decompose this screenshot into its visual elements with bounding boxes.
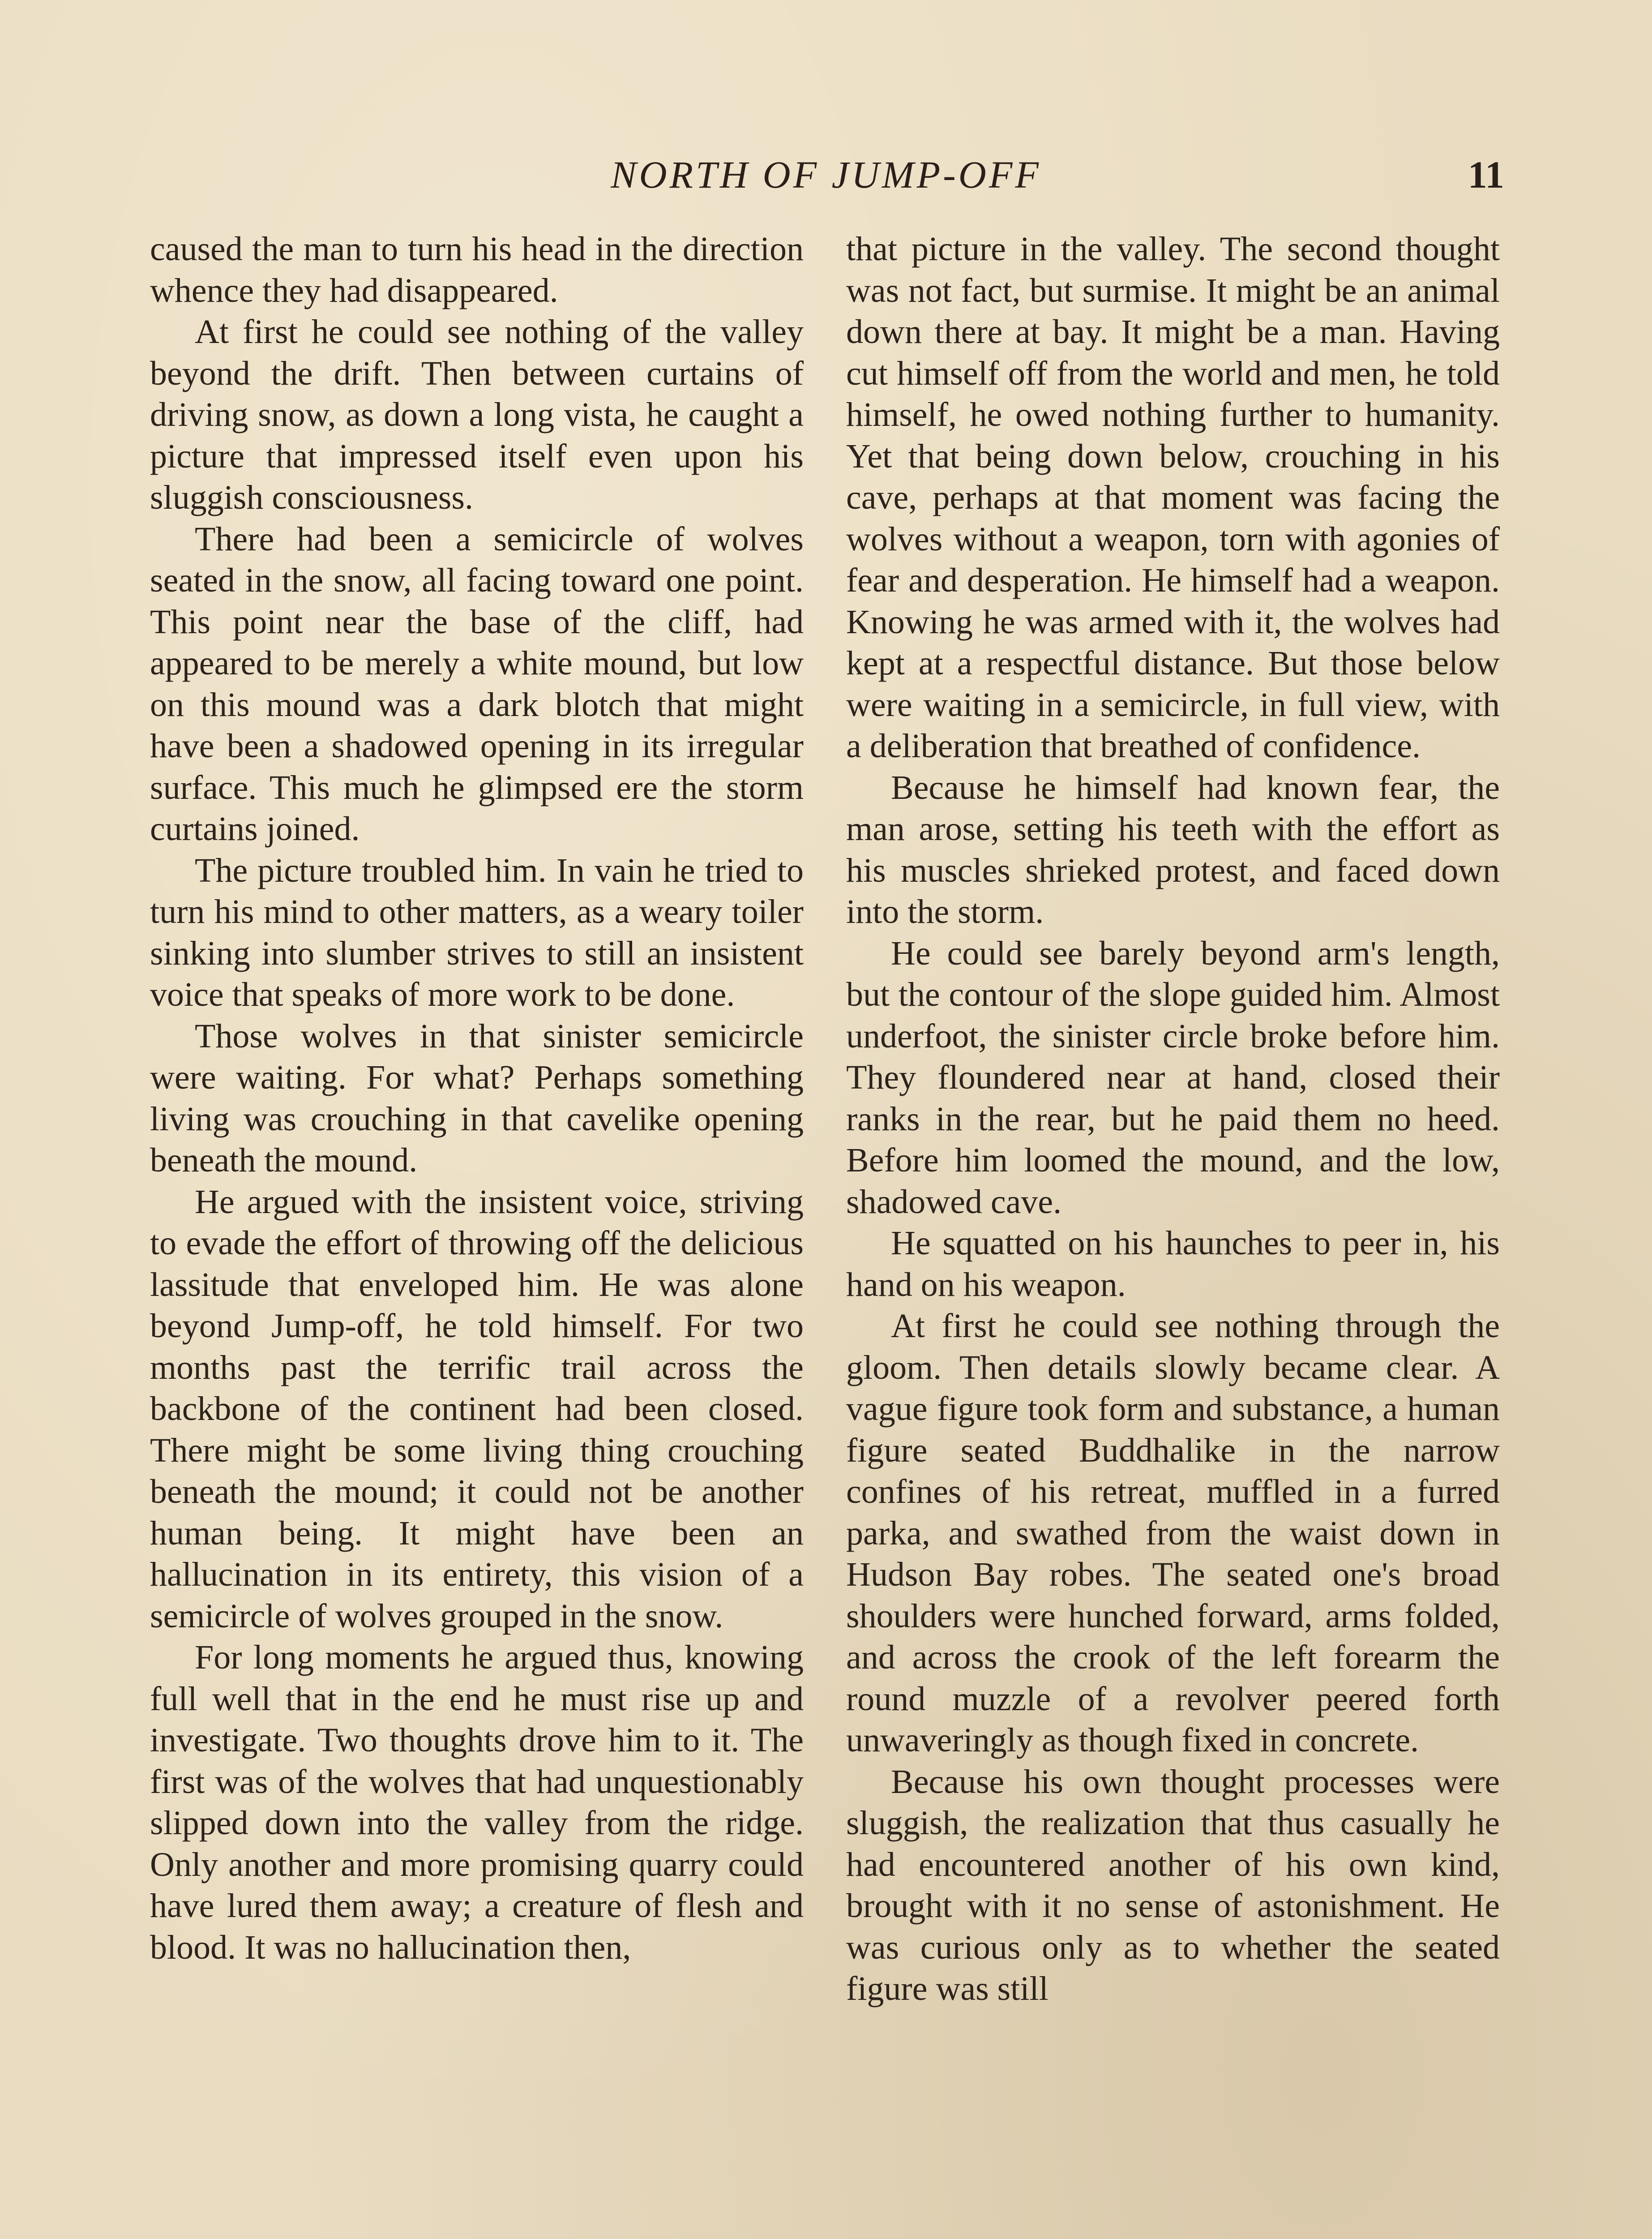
left-column [150,228,804,1968]
paragraph: He could see barely beyond arm's length, but the contour of the slope guided him. Almost underfoot, the sinister circle broke before him. They floundered near at hand, closed their ranks in the rear, but he paid them no heed. Before him loomed the mound, and the low, shadowed cave. [846,934,1500,1221]
paragraph: At first he could see nothing through the gloom. Then details slowly became clear. A vague figure took form and substance, a human figure seated Buddhalike in the narrow confines of his retreat, muffled in a furred parka, and swathed from the waist down in Hudson Bay robes. The seated one's broad shoulders were hunched forward, arms folded, and across the crook of the left forearm the round muzzle of a revolver peered forth unwaveringly as though fixed in concrete. [846,1307,1500,1759]
paragraph: caused the man to turn his head in the direction whence they had disappeared. [150,230,804,309]
page-number: 11 [1468,153,1504,196]
right-column [846,228,1500,2010]
paragraph: The picture troubled him. In vain he tried to turn his mind to other matters, as a weary toiler sinking into slumber strives to still an insistent voice that speaks of more work to be done. [150,851,804,1013]
paragraph: For long moments he argued thus, knowing full well that in the end he must rise up and investigate. Two thoughts drove him to it. The first was of the wolves that had unquestionably slipped down into the valley from the ridge. Only another and more promising quarry could have lured them away; a creature of flesh and blood. It was no hallucination then, [150,1639,804,1966]
paragraph: Because he himself had known fear, the man arose, setting his teeth with the effort as his muscles shrieked protest, and faced down into the storm. [846,768,1500,931]
paragraph: At first he could see nothing of the valley beyond the drift. Then between curtains of driving snow, as down a long vista, he caught a picture that impressed itself even upon his sluggish consciousness. [150,313,804,516]
page-header [148,148,1504,202]
paragraph: He squatted on his haunches to peer in, his hand on his weapon. [846,1224,1500,1304]
paragraph: Those wolves in that sinister semicircle were waiting. For what? Perhaps something living was crouching in that cavelike opening beneath the mound. [150,1017,804,1179]
paragraph: Because his own thought processes were sluggish, the realization that thus casually he had encountered another of his own kind, brought with it no sense of astonishment. He was curious only as to whether the seated figure was still [846,1763,1500,2007]
running-head: NORTH OF JUMP-OFF [611,153,1041,196]
paragraph: There had been a semicircle of wolves seated in the snow, all facing toward one point. This point near the base of the cliff, had appeared to be merely a white mound, but low on this mound was a dark blotch that might have been a shadowed opening in its irregular surface. This much he glimpsed ere the storm curtains joined. [150,520,804,848]
paragraph: He argued with the insistent voice, striving to evade the effort of throwing off the delicious lassitude that enveloped him. He was alone beyond Jump-off, he told himself. For two months past the terrific trail across the backbone of the continent had been closed. There might be some living thing crouching beneath the mound; it could not be another human being. It might have been an hallucination in its entirety, this vision of a semicircle of wolves grouped in the snow. [150,1183,804,1635]
paragraph: that picture in the valley. The second thought was not fact, but surmise. It might be an animal down there at bay. It might be a man. Having cut himself off from the world and men, he told himself, he owed nothing further to humanity. Yet that being down below, crouching in his cave, perhaps at that moment was facing the wolves without a weapon, torn with agonies of fear and desperation. He himself had a weapon. Knowing he was armed with it, the wolves had kept at a respectful distance. But those below were waiting in a semicircle, in full view, with a deliberation that breathed of confidence. [846,230,1500,765]
